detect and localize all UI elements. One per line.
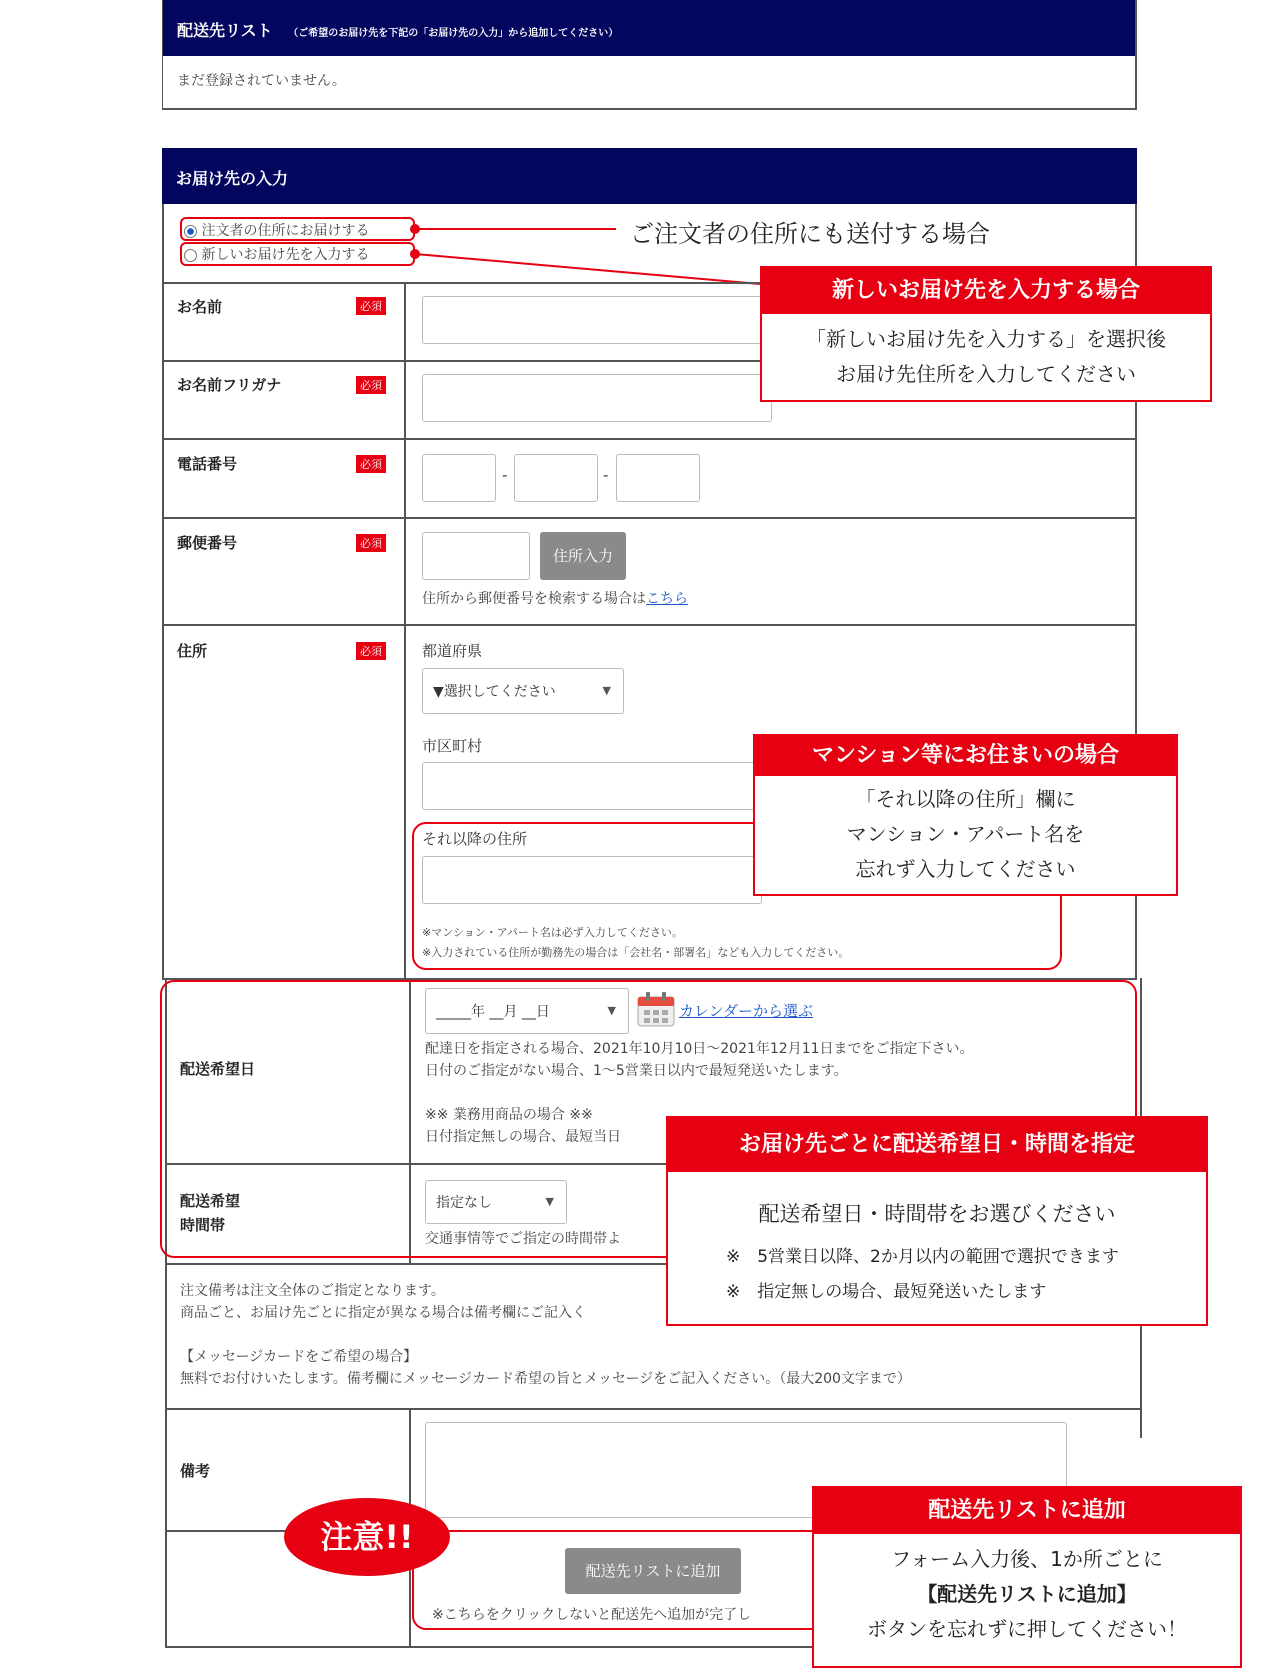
callout-mansion	[753, 734, 1178, 896]
delivery-list-title: 配送先リスト	[177, 21, 273, 40]
callout-delivery	[666, 1116, 1208, 1326]
radio-orderer-highlight	[180, 217, 415, 241]
callout-delivery-body	[668, 1172, 1206, 1302]
callout-new-address-body	[762, 314, 1210, 392]
delivery-time-select-value: 指定なし	[436, 1195, 492, 1211]
row-divider-address-top	[162, 624, 1137, 626]
zip-help-label: 住所から郵便番号を検索する場合は	[422, 591, 646, 607]
row-divider-phone-top	[162, 438, 1137, 440]
delivery-time-label-1: 配送希望	[180, 1192, 241, 1210]
notes-line-1: 注文備考は注文全体のご指定となります。	[180, 1283, 445, 1299]
rest-address-input[interactable]	[422, 856, 762, 904]
callout-mansion-title: マンション等にお住まいの場合	[755, 736, 1176, 776]
rest-address-note-2: ※入力されている住所が勤務先の場合は「会社名・部署名」なども入力してください。	[422, 946, 850, 959]
zip-required-badge: 必須	[356, 534, 386, 552]
callout-new-address-line-1: 「新しいお届け先を入力する」を選択後	[806, 327, 1166, 351]
prefecture-select-value: ▼選択してください	[433, 684, 556, 700]
city-input[interactable]	[422, 762, 762, 810]
zip-input[interactable]	[422, 532, 530, 580]
kana-input[interactable]	[422, 374, 772, 422]
callout-delivery-line-2: ※ 5営業日以降、2か月以内の範囲で選択できます	[726, 1247, 1119, 1267]
delivery-date-note-4: 日付指定無しの場合、最短当日	[425, 1129, 621, 1145]
delivery-list-header	[163, 0, 1135, 56]
kana-label: お名前フリガナ	[177, 376, 282, 394]
city-label: 市区町村	[422, 737, 483, 755]
callout-add-to-list-line-2: 【配送先リストに追加】	[917, 1582, 1137, 1606]
phone-input-3[interactable]	[616, 454, 700, 502]
prefecture-select[interactable]	[422, 668, 624, 714]
name-label: お名前	[177, 298, 223, 316]
callout-add-to-list	[812, 1486, 1242, 1668]
phone-separator-2: -	[603, 466, 609, 484]
delivery-list-empty: まだ登録されていません。	[177, 73, 346, 89]
delivery-date-label: 配送希望日	[180, 1060, 256, 1078]
calendar-link[interactable]: カレンダーから選ぶ	[679, 1002, 814, 1020]
delivery-date-note-1: 配達日を指定される場合、2021年10月10日～2021年12月11日までをご指定下さい。	[425, 1041, 974, 1057]
callout-new-address-title: 新しいお届け先を入力する場合	[762, 268, 1210, 314]
callout-add-to-list-title: 配送先リストに追加	[814, 1488, 1240, 1534]
chevron-down-icon: ▼	[545, 1195, 554, 1208]
callout-mansion-body	[755, 776, 1176, 887]
delivery-time-label-2: 時間帯	[180, 1216, 226, 1234]
input-section-header	[162, 148, 1137, 204]
zip-label: 郵便番号	[177, 534, 238, 552]
zip-help-text	[422, 588, 688, 608]
callout-mansion-line-3: 忘れず入力してください	[855, 857, 1076, 881]
callout-mansion-line-1: 「それ以降の住所」欄に	[855, 787, 1076, 811]
callout-add-to-list-body	[814, 1534, 1240, 1647]
label-column-border	[404, 282, 406, 978]
form-left-border	[162, 204, 164, 979]
delivery-date-select-value: _____年 __月 __日	[436, 1004, 550, 1020]
remarks-label: 備考	[180, 1462, 211, 1480]
rest-address-note-1: ※マンション・アパート名は必ず入力してください。	[422, 926, 683, 939]
zip-search-link[interactable]: こちら	[646, 591, 688, 607]
radio-orderer-label: 注文者の住所にお届けする	[201, 223, 370, 239]
delivery-list-panel	[162, 0, 1137, 110]
name-required-badge: 必須	[356, 297, 386, 315]
orderer-caption: ご注文者の住所にも送付する場合	[630, 220, 990, 248]
address-required-badge: 必須	[356, 642, 386, 660]
delivery-time-note: 交通事情等でご指定の時間帯よ	[425, 1231, 621, 1247]
callout-delivery-line-3: ※ 指定無しの場合、最短発送いたします	[726, 1282, 1047, 1302]
delivery-date-note-3: ※※ 業務用商品の場合 ※※	[425, 1107, 593, 1123]
delivery-time-select[interactable]	[425, 1180, 567, 1224]
radio-new-highlight	[180, 242, 415, 266]
callout-add-to-list-line-1: フォーム入力後、1か所ごとに	[891, 1547, 1163, 1571]
add-to-list-button[interactable]: 配送先リストに追加	[565, 1548, 741, 1594]
phone-required-badge: 必須	[356, 455, 386, 473]
prefecture-label: 都道府県	[422, 642, 483, 660]
callout-delivery-line-1: 配送希望日・時間帯をお選びください	[758, 1202, 1116, 1226]
callout-new-address	[760, 266, 1212, 402]
new-connector-line	[415, 250, 765, 290]
notes-line-3: 【メッセージカードをご希望の場合】	[180, 1349, 418, 1365]
orderer-connector-line	[418, 228, 616, 230]
chevron-down-icon: ▼	[602, 684, 611, 697]
zip-lookup-button[interactable]: 住所入力	[540, 532, 626, 580]
kana-required-badge: 必須	[356, 376, 386, 394]
delivery-date-select[interactable]	[425, 988, 629, 1034]
notes-line-4: 無料でお付けいたします。備考欄にメッセージカード希望の旨とメッセージをご記入ください。（最大200文字まで）	[180, 1371, 911, 1387]
add-button-note: ※こちらをクリックしないと配送先へ追加が完了し	[432, 1607, 752, 1623]
phone-separator-1: -	[502, 466, 508, 484]
address-label: 住所	[177, 642, 208, 660]
phone-label: 電話番号	[177, 455, 238, 473]
delivery-date-note-2: 日付のご指定がない場合、1～5営業日以内で最短発送いたします。	[425, 1063, 848, 1079]
callout-new-address-line-2: お届け先住所を入力してください	[836, 362, 1136, 386]
radio-new-label: 新しいお届け先を入力する	[201, 247, 370, 263]
row-divider-remarks-top	[165, 1408, 1140, 1410]
notes-line-2: 商品ごと、お届け先ごとに指定が異なる場合は備考欄にご記入く	[180, 1305, 586, 1321]
delivery-list-subtitle: （ご希望のお届け先を下記の「お届け先の入力」から追加してください）	[288, 28, 619, 39]
phone-input-2[interactable]	[514, 454, 598, 502]
form-bottom-border	[165, 1646, 815, 1648]
input-section-title: お届け先の入力	[176, 169, 289, 188]
calendar-icon[interactable]	[637, 991, 675, 1027]
callout-add-to-list-line-3: ボタンを忘れずに押してください！	[867, 1617, 1187, 1641]
caution-badge: 注意!!	[284, 1498, 450, 1576]
chevron-down-icon: ▼	[607, 1004, 616, 1017]
phone-input-1[interactable]	[422, 454, 496, 502]
callout-mansion-line-2: マンション・アパート名を	[846, 822, 1085, 846]
row-divider-zip-top	[162, 517, 1137, 519]
name-input[interactable]	[422, 296, 772, 344]
rest-address-label: それ以降の住所	[422, 830, 528, 848]
callout-delivery-title: お届け先ごとに配送希望日・時間を指定	[668, 1118, 1206, 1172]
